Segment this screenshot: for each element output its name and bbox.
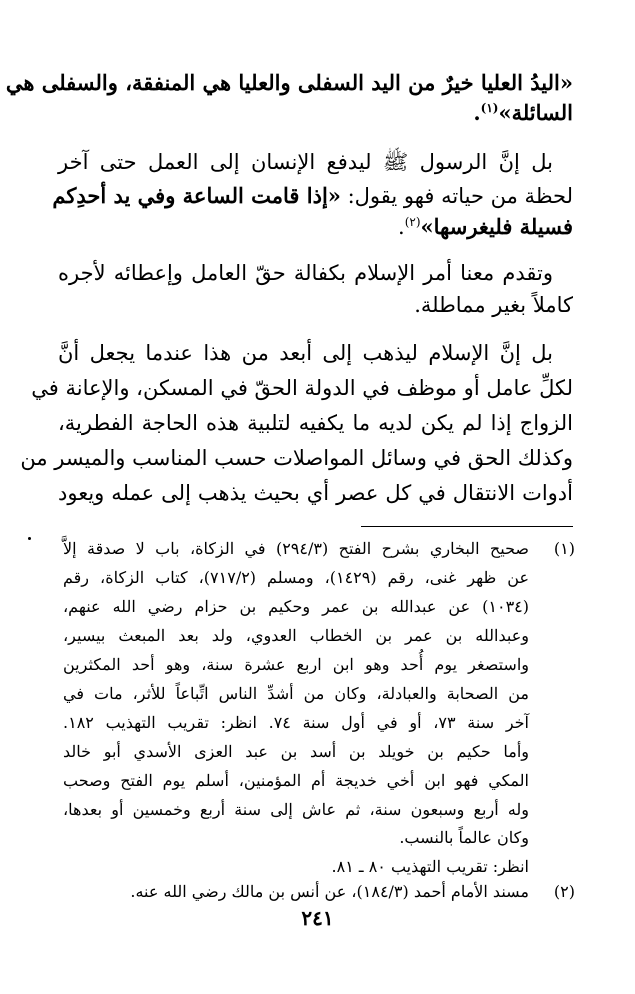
footnote-1-line: المكي فهو ابن أخي خديجة أم المؤمنين، أسلم يوم الفتح وصحب — [63, 771, 529, 790]
hadith-text: السائلة» — [498, 100, 573, 125]
footnote-1-line: آخر سنة ٧٣، أو في أول سنة ٧٤. انظر: تقريب التهذيب ١٨٢. — [63, 713, 530, 732]
hadith-quote-start: «إذا قامت الساعة وفي يد أحدِكم — [52, 183, 341, 208]
paragraph-4-line-3: الزواج إذا لم يكن لديه ما يكفيه لتلبية هذه الحاجة الفطرية، — [58, 411, 573, 435]
paragraph-3-line-2: كاملاً بغير مماطلة. — [414, 293, 573, 317]
footnote-2-text: مسند الأمام أحمد (١٨٤/٣)، عن أنس بن مالك رضي الله عنه. — [130, 882, 529, 901]
line-end-punct: . — [473, 100, 481, 125]
paragraph-4-line-1: بل إنَّ الإسلام ليذهب إلى أبعد من هذا عندما يجعل أنَّ — [58, 341, 553, 365]
hadith-quote-end: فسيلة فليغرسها» — [420, 214, 573, 239]
footnote-1-line: وأما حكيم بن خويلد بن أسد بن عبد العزى الأسدي أبو خالد — [63, 742, 529, 761]
paragraph-4-line-5: أدوات الانتقال في كل عصر أي بحيث يذهب إلى عمله ويعود — [58, 481, 573, 505]
footnote-1-line: صحيح البخاري بشرح الفتح (٢٩٤/٣) في الزكاة، باب لا صدقة إلاَّ — [63, 539, 529, 558]
paragraph-1-line-2 — [58, 98, 573, 128]
footnote-1-line: انظر: تقريب التهذيب ٨٠ ـ ٨١. — [331, 857, 529, 876]
footnote-ref-1: (١) — [480, 101, 499, 115]
footnote-1-line: وله أربع وسبعون سنة، ثم عاش إلى سنة أربع وخمسين أو بعدها، — [63, 800, 529, 819]
paragraph-4-line-2: لكلِّ عامل أو موظف في الدولة الحقّ في المسكن، والإعانة في — [31, 376, 573, 400]
footnote-separator — [361, 526, 573, 527]
paragraph-2-intro: لحظة من حياته فهو يقول: — [340, 184, 573, 208]
footnote-1-line: وعبدالله بن عمر بن الخطاب العدوي، ولد بعد المبعث بيسير، — [63, 626, 529, 645]
footnote-1-line: واستصغر يوم أُحد وهو ابن اربع عشرة سنة، وهو أحد المكثرين — [63, 655, 530, 674]
footnote-2-number: (٢) — [553, 882, 575, 901]
line-end-punct: . — [398, 215, 405, 239]
paragraph-1-line-1: «اليدُ العليا خيرٌ من اليد السفلى والعليا هي المنفقة، والسفلى هي — [5, 70, 573, 95]
paragraph-2-line-2 — [52, 181, 573, 211]
paragraph-3-line-1: وتقدم معنا أمر الإسلام بكفالة حقّ العامل وإعطائه لأجره — [58, 261, 553, 285]
paragraph-4-line-4: وكذلك الحق في وسائل المواصلات حسب المناسب والميسر من — [20, 446, 573, 470]
footnote-1-line: (١٠٣٤) عن عبدالله بن عمر وحكيم بن حزام رضي الله عنهم، — [63, 597, 529, 616]
margin-mark — [28, 537, 31, 540]
paragraph-2-line-1: بل إنَّ الرسول ﷺ ليدفع الإنسان إلى العمل حتى آخر — [58, 150, 553, 174]
footnote-1-line: من الصحابة والعبادلة، وكان من أشدِّ الناس اتِّباعاً للأثر، مات في — [63, 684, 529, 703]
footnote-1-line: عن ظهر غنى، رقم (١٤٢٩)، ومسلم (٧١٧/٢)، كتاب الزكاة، رقم — [63, 568, 530, 587]
page-number: ٢٤١ — [301, 906, 334, 930]
footnote-ref-2: (٢) — [404, 215, 421, 229]
paragraph-2-line-3 — [58, 212, 573, 242]
footnote-1-line: وكان عالماً بالنسب. — [399, 828, 529, 847]
footnote-1-number: (١) — [553, 539, 575, 558]
